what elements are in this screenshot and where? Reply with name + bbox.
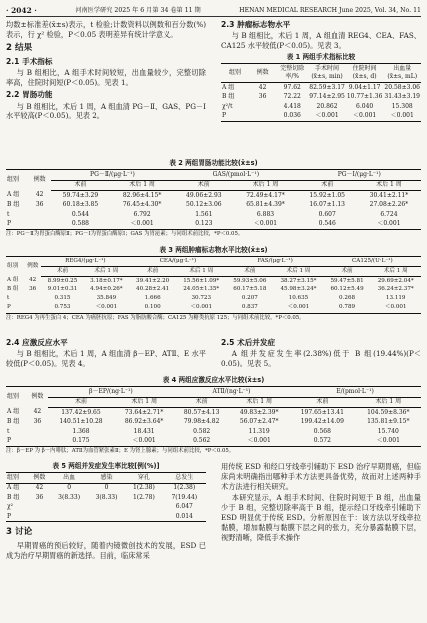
table-cell: 65.81±4.39* [246, 201, 285, 209]
table-2-group-header: GAS/(pmol·L⁻¹) [212, 170, 260, 178]
table-4-group-header: β－EP/(ng·L⁻¹) [88, 387, 133, 395]
table-cell [50, 512, 87, 522]
table-cell: 82.59±3.17 [309, 83, 345, 91]
table-1-header: 住院时间 (x̄±s, d) [346, 64, 384, 83]
table-3-header: 例数 [27, 262, 39, 269]
table-cell: B 组 [7, 286, 19, 293]
table-cell: 8.99±0.25 [47, 277, 78, 284]
table-cell [249, 102, 276, 111]
table-3-group-header: FAS/(μg·L⁻¹) [257, 257, 293, 264]
table-cell: 0.036 [283, 112, 301, 120]
table-cell: 6.883 [256, 210, 275, 218]
table-cell: 135.81±9.15* [367, 418, 410, 426]
table-row [6, 417, 421, 426]
right-column-bottom [221, 462, 421, 544]
table-cell: 79.98±4.82 [183, 418, 220, 426]
table-cell: 56.07±2.47* [239, 418, 279, 426]
table-cell: 0 [67, 484, 72, 492]
section-2-2-text: 与 B 组相比，术后 1 周，A 组血清 PG－Ⅱ、GAS、PG－Ⅰ水平较高(P＜0.05)。见表 2。 [6, 101, 206, 121]
table-4-subheader: 术后 1 周 [356, 397, 421, 407]
table-cell: 76.45±4.30* [122, 201, 162, 209]
table-cell: A 组 [7, 277, 19, 284]
table-cell [28, 502, 50, 511]
table-3-body [6, 276, 421, 313]
table-cell: 7(19.44) [171, 493, 198, 501]
table-3-subheader: 术后 1 周 [273, 267, 323, 277]
table-cell: 0.789 [339, 304, 356, 311]
table-cell: χ²/t [222, 102, 233, 110]
table-5-header: 出血 [50, 473, 87, 483]
table-cell [27, 436, 48, 446]
table-row [221, 102, 421, 111]
table-cell [50, 502, 87, 511]
right-column-top [221, 20, 421, 122]
table-cell: 36 [258, 93, 267, 101]
table-cell: 82.96±4.15* [122, 191, 162, 199]
table-row [6, 286, 421, 295]
running-header [6, 4, 421, 17]
table-5-header: 总发生 [163, 473, 206, 483]
table-cell: 36 [29, 286, 37, 293]
table-cell: 0.582 [193, 427, 211, 435]
table-3-subheader: 术前 [324, 267, 371, 277]
table-1-header: 例数 [249, 64, 276, 83]
table-3-block [6, 244, 421, 323]
table-cell: 42 [258, 83, 267, 91]
table-cell: P [7, 219, 12, 227]
page-number: · 2042 · [6, 5, 37, 15]
table-cell: 20.58±3.06 [384, 83, 420, 91]
table-cell: 72.49±4.17* [246, 191, 285, 199]
table-row [221, 112, 421, 122]
table-cell: 40.28±2.41 [136, 286, 170, 293]
table-cell: ＜0.001 [247, 436, 271, 444]
table-cell: 9.04±1.17 [348, 83, 381, 91]
section-2-1-text: 与 B 组相比，A 组手术时间较短，出血量较少，完整切除率高，住院时间短(P＜0.05)。见表 1。 [6, 68, 206, 88]
table-cell: t [7, 427, 10, 435]
table-cell: ＜0.001 [130, 219, 154, 227]
table-cell: 1(2.38) [173, 484, 196, 492]
table-1-header: 完整切除率/% [276, 64, 308, 83]
table-cell: 97.14±2.95 [309, 93, 345, 101]
table-cell: 6.047 [175, 503, 193, 511]
table-cell: 39.41±2.20 [136, 277, 170, 284]
table-2-header: 例数 [33, 176, 46, 184]
table-cell: 1(2.38) [132, 484, 155, 492]
table-2-caption: 表 2 两组胃肠功能比较(x̄±s) [169, 159, 258, 167]
table-cell: 36 [35, 493, 44, 501]
table-cell: 0.562 [193, 436, 211, 444]
table-4-subheader: 术前 [174, 397, 229, 407]
journal-name-en: HENAN MEDICAL RESEARCH June 2025, Vol. 34, No. 11 [239, 7, 421, 15]
table-cell: 3.18±0.17* [90, 277, 123, 284]
table-cell: 59.74±3.29 [62, 191, 99, 199]
mid-section [6, 338, 421, 372]
table-cell: 15.92±1.05 [309, 191, 345, 199]
table-cell: ＜0.001 [132, 436, 156, 444]
table-cell [125, 512, 162, 522]
table-row [6, 408, 421, 418]
table-cell: 4.418 [283, 102, 301, 110]
section-2-1-heading: 2.1 手术指标 [6, 56, 53, 66]
table-row [6, 219, 421, 229]
table-5-header: 例数 [28, 473, 50, 483]
table-cell: ＜0.001 [377, 219, 401, 227]
table-cell: 45.98±3.24* [280, 286, 317, 293]
table-cell: B 组 [222, 93, 235, 101]
table-cell: 11.319 [248, 427, 270, 435]
table-cell: 1(2.78) [132, 493, 155, 501]
table-cell: B 组 [7, 493, 20, 501]
table-cell: 30.41±2.11* [369, 191, 409, 199]
table-cell: 60.12±5.49 [330, 286, 364, 293]
table-1-header: 手术时间 (x̄±s, min) [308, 64, 346, 83]
table-5-header: 组别 [6, 473, 28, 483]
table-cell: ＜0.001 [253, 219, 278, 227]
table-2-header: 组别 [7, 176, 20, 184]
table-row [6, 304, 421, 313]
table-cell: 140.51±10.28 [59, 418, 103, 426]
table-cell: A 组 [7, 191, 20, 199]
table-cell [29, 210, 51, 219]
table-5-header: 穿孔 [125, 473, 162, 483]
table-cell: ＜0.001 [190, 304, 213, 311]
table-row [6, 512, 206, 522]
table-2-block [6, 157, 421, 240]
table-cell: 104.59±8.36* [367, 408, 410, 416]
table-cell: 60.18±3.85 [62, 201, 99, 209]
table-3-note: 注：REG4 为再生蛋白 4；CEA 为癌胚抗原；FAS 为脂肪酸合酶；CA125 为糖类抗原 125；与同组术前比较，*P＜0.05。 [6, 314, 305, 321]
table-cell: 16.07±1.13 [309, 201, 345, 209]
table-cell: ＜0.001 [287, 304, 310, 311]
table-cell [24, 295, 42, 304]
left-column-top [6, 20, 206, 122]
table-cell: 15.308 [391, 102, 413, 110]
table-cell: 0.100 [144, 304, 161, 311]
table-3-header: 组别 [7, 262, 19, 269]
table-cell [29, 219, 51, 229]
methods-stat-paragraph: 均数±标准差(x̄±s)表示，t 检验;计数资料以例数和百分数(%)表示，行 χ² 检验，P＜0.05 表明差异有统计学意义。 [6, 20, 206, 39]
table-2-subheader: 术前 [174, 180, 233, 190]
table-2-subheader: 术后 1 周 [233, 180, 297, 190]
table-cell: 73.64±2.71* [124, 408, 164, 416]
table-4-note: 注：β－EP 为 β－内啡肽；ATⅡ为血管紧张素Ⅱ；E 为肾上腺素；与同组术前比较，*P＜0.05。 [6, 447, 235, 454]
table-row [6, 191, 421, 201]
table-cell: P [222, 112, 227, 120]
table-row [221, 93, 421, 102]
table-2-body [6, 191, 421, 230]
table-cell: ＜0.001 [95, 304, 118, 311]
table-4-subheader: 术后 1 周 [114, 397, 174, 407]
table-3-subheader: 术前 [41, 267, 83, 277]
table-cell: 0.315 [54, 295, 71, 302]
left-column-bottom [6, 462, 206, 562]
table-cell: P [7, 512, 12, 520]
table-cell: B 组 [7, 418, 20, 426]
table-cell: 0.837 [241, 304, 258, 311]
table-cell: 24.05±1.35* [183, 286, 220, 293]
table-1-header: 出血量 (x̄±s, mL) [383, 64, 421, 83]
table-row [6, 493, 206, 502]
table-cell [88, 512, 125, 522]
table-cell: 0.175 [72, 436, 90, 444]
table-cell: 50.12±3.06 [186, 201, 222, 209]
table-cell: 97.62 [283, 83, 301, 91]
table-1-caption: 表 1 两组手术指标比较 [286, 53, 356, 62]
table-cell: 0 [104, 484, 109, 492]
table-row [6, 436, 421, 446]
table-cell: 72.22 [283, 93, 301, 101]
section-2-4-text: 与 B 组相比，术后 1 周，A 组血清 β－EP、ATⅡ、E 水平较低(P＜0.05)。见表 4。 [6, 349, 206, 369]
table-cell: 1.368 [72, 427, 90, 435]
table-cell: 29.69±2.04* [377, 277, 414, 284]
table-4-group-header: ATⅡ/(ng·L⁻¹) [212, 387, 251, 395]
table-cell: 0.123 [195, 219, 213, 227]
table-4-group-header: E/(pmol·L⁻¹) [336, 387, 374, 395]
table-cell: A 组 [7, 408, 20, 416]
table-cell: 27.08±2.26* [369, 201, 409, 209]
table-cell: 49.06±2.93 [186, 191, 222, 199]
table-cell: 0.544 [71, 210, 89, 218]
table-4-subheader: 术后 1 周 [229, 397, 289, 407]
table-cell: 42 [35, 191, 44, 199]
table-3-subheader: 术前 [226, 267, 273, 277]
table-row [6, 200, 421, 209]
table-cell: 1.666 [144, 295, 161, 302]
table-cell: 10.77±1.36 [346, 93, 383, 101]
table-cell: χ² [7, 503, 14, 511]
table-cell: ＜0.001 [384, 304, 407, 311]
table-2 [6, 169, 421, 230]
section-results-heading: 2 结果 [6, 42, 33, 53]
table-cell [27, 427, 48, 436]
table-row [6, 276, 421, 285]
table-cell: ＜0.001 [390, 112, 414, 120]
table-2-group-header: PG－Ⅰ/(μg·L⁻¹) [337, 170, 381, 178]
section-discussion-heading: 3 讨论 [6, 527, 33, 538]
table-1 [221, 63, 421, 122]
table-row [6, 483, 206, 493]
table-cell: 36 [33, 418, 42, 426]
table-cell: 0.572 [313, 436, 331, 444]
table-cell: 9.01±0.31 [47, 286, 78, 293]
table-cell: 0.588 [71, 219, 89, 227]
table-5 [6, 472, 206, 522]
table-cell: 199.42±14.09 [300, 418, 344, 426]
table-3-group-header: CEA/(μg·L⁻¹) [159, 257, 197, 264]
table-4-block [6, 374, 421, 457]
table-4 [6, 386, 421, 447]
table-cell [88, 502, 125, 511]
table-cell: 0.607 [318, 210, 336, 218]
table-cell: P [7, 304, 11, 311]
table-cell: 0.268 [339, 295, 356, 302]
table-3-subheader: 术后 1 周 [370, 267, 421, 277]
table-3-group-header: REG4/(μg·L⁻¹) [65, 257, 106, 264]
table-3-caption: 表 3 两组肿瘤标志物水平比较(x̄±s) [159, 246, 268, 254]
table-cell [249, 112, 276, 122]
table-3 [6, 256, 421, 313]
section-2-5-text: A 组并发症发生率(2.38%)低于 B 组(19.44%)(P＜0.05)。见表 5。 [221, 349, 421, 369]
section-2-3-text: 与 B 组相比，术后 1 周，A 组血清 REG4、CEA、FAS、CA125 水平较低(P＜0.05)。见表 3。 [221, 31, 421, 51]
table-cell: 15.740 [377, 427, 399, 435]
discussion-paragraph-1: 早期胃癌的预后较好，随着内镜微创技术的发展，ESD 已成为治疗早期胃癌的新选择。目前，临床常采 [6, 541, 206, 561]
table-cell [125, 502, 162, 511]
section-2-3-heading: 2.3 肿瘤标志物水平 [221, 20, 291, 29]
table-cell: 18.431 [133, 427, 155, 435]
table-cell: 13.119 [385, 295, 406, 302]
table-cell: 36 [35, 201, 44, 209]
table-cell: 49.83±2.39* [239, 408, 279, 416]
section-2-2-heading: 2.2 胃肠功能 [6, 90, 53, 100]
table-2-subheader: 术前 [298, 180, 357, 190]
table-cell: 35.849 [96, 295, 117, 302]
table-cell: ＜0.001 [353, 112, 377, 120]
table-cell: 3(8.33) [58, 493, 81, 501]
table-cell: A 组 [222, 83, 235, 91]
table-cell [24, 304, 42, 313]
table-cell [28, 512, 50, 522]
table-cell: 0.753 [54, 304, 71, 311]
table-4-caption: 表 4 两组应激反应水平比较(x̄±s) [162, 376, 265, 384]
table-row [221, 83, 421, 93]
table-4-subheader: 术前 [48, 397, 115, 407]
table-4-subheader: 术前 [289, 397, 356, 407]
table-2-note: 注：PG－Ⅱ为胃蛋白酶原Ⅱ；PG－Ⅰ为胃蛋白酶原Ⅰ；GAS 为胃泌素；与同组术前比较，*P＜0.05。 [6, 230, 244, 237]
table-5-caption: 表 5 两组并发症发生率比较[例(%)] [52, 462, 160, 470]
table-2-subheader: 术后 1 周 [110, 180, 174, 190]
discussion-paragraph-2: 本研究显示，A 组手术时间、住院时间短于 B 组，出血量少于 B 组，完整切除率高于 B 组，提示经口牙线牵引辅助下 ESD 明显优于传统 ESD。分析原因在于：该方法以牙线牵拉黏膜，增加黏膜与黏膜下层之间的张力，充分暴露黏膜下层，视野清晰，降低手术操作 [221, 492, 421, 542]
table-cell: 38.27±3.15* [280, 277, 317, 284]
table-3-group-header: CA125/(U·L⁻¹) [352, 257, 393, 264]
discussion-paragraph-1-cont: 用传统 ESD 和经口牙线牵引辅助下 ESD 治疗早期胃癌，但临床尚未明确指出哪种手术方法更具备优势，故而对上述两种手术方法进行相关研究。 [221, 462, 421, 491]
table-cell: 86.92±3.64* [124, 418, 164, 426]
table-2-subheader: 术前 [51, 180, 110, 190]
table-5-body [6, 483, 206, 522]
table-cell: 6.040 [356, 102, 374, 110]
table-cell: 42 [29, 277, 37, 284]
table-cell: 59.93±5.06 [233, 277, 267, 284]
table-cell: 1.561 [195, 210, 213, 218]
table-cell: 42 [35, 484, 44, 492]
table-cell: 20.862 [316, 102, 338, 110]
table-row [6, 210, 421, 219]
table-4-body [6, 408, 421, 447]
table-cell: 137.42±9.65 [61, 408, 101, 416]
table-row [6, 295, 421, 304]
table-3-subheader: 术后 1 周 [84, 267, 130, 277]
table-cell: 3(8.33) [95, 493, 118, 501]
table-cell: 80.57±4.13 [183, 408, 220, 416]
table-cell: 42 [33, 408, 42, 416]
table-cell: A 组 [7, 484, 20, 492]
table-3-subheader: 术后 1 周 [176, 267, 226, 277]
table-cell: 197.65±13.41 [300, 408, 344, 416]
table-cell: 59.47±5.81 [330, 277, 364, 284]
section-2-5-heading: 2.5 术后并发症 [221, 338, 276, 347]
table-4-header: 例数 [31, 393, 44, 401]
table-cell: 0.014 [175, 512, 193, 520]
section-2-4-heading: 2.4 应激反应水平 [6, 338, 68, 347]
table-cell: 0.207 [241, 295, 258, 302]
table-2-subheader: 术后 1 周 [357, 180, 421, 190]
table-cell: 4.94±0.26* [90, 286, 123, 293]
table-cell: 10.635 [288, 295, 309, 302]
table-cell: ＜0.001 [376, 436, 400, 444]
table-5-header: 感染 [88, 473, 125, 483]
table-cell: 6.792 [133, 210, 151, 218]
table-cell: t [7, 295, 10, 302]
journal-name-cn: 河南医学研究 2025 年 6 月第 34 卷第 11 期 [75, 7, 201, 15]
table-cell: 6.724 [380, 210, 398, 218]
table-1-header: 组别 [221, 64, 249, 83]
table-row [6, 427, 421, 436]
table-cell: t [7, 210, 10, 218]
table-cell: 15.56±1.09* [183, 277, 220, 284]
table-cell: 30.723 [191, 295, 212, 302]
table-cell: P [7, 436, 12, 444]
table-3-subheader: 术前 [129, 267, 176, 277]
table-cell: 31.43±3.19 [384, 93, 420, 101]
table-cell: B 组 [7, 201, 20, 209]
table-cell: 0.546 [318, 219, 336, 227]
table-row [6, 502, 206, 511]
table-cell: 0.568 [313, 427, 331, 435]
table-2-group-header: PG－Ⅱ/(μg·L⁻¹) [90, 170, 135, 178]
table-cell: 36.24±2.37* [377, 286, 414, 293]
table-cell: ＜0.001 [315, 112, 339, 120]
table-4-header: 组别 [7, 393, 20, 401]
table-cell: 60.17±5.18 [233, 286, 267, 293]
